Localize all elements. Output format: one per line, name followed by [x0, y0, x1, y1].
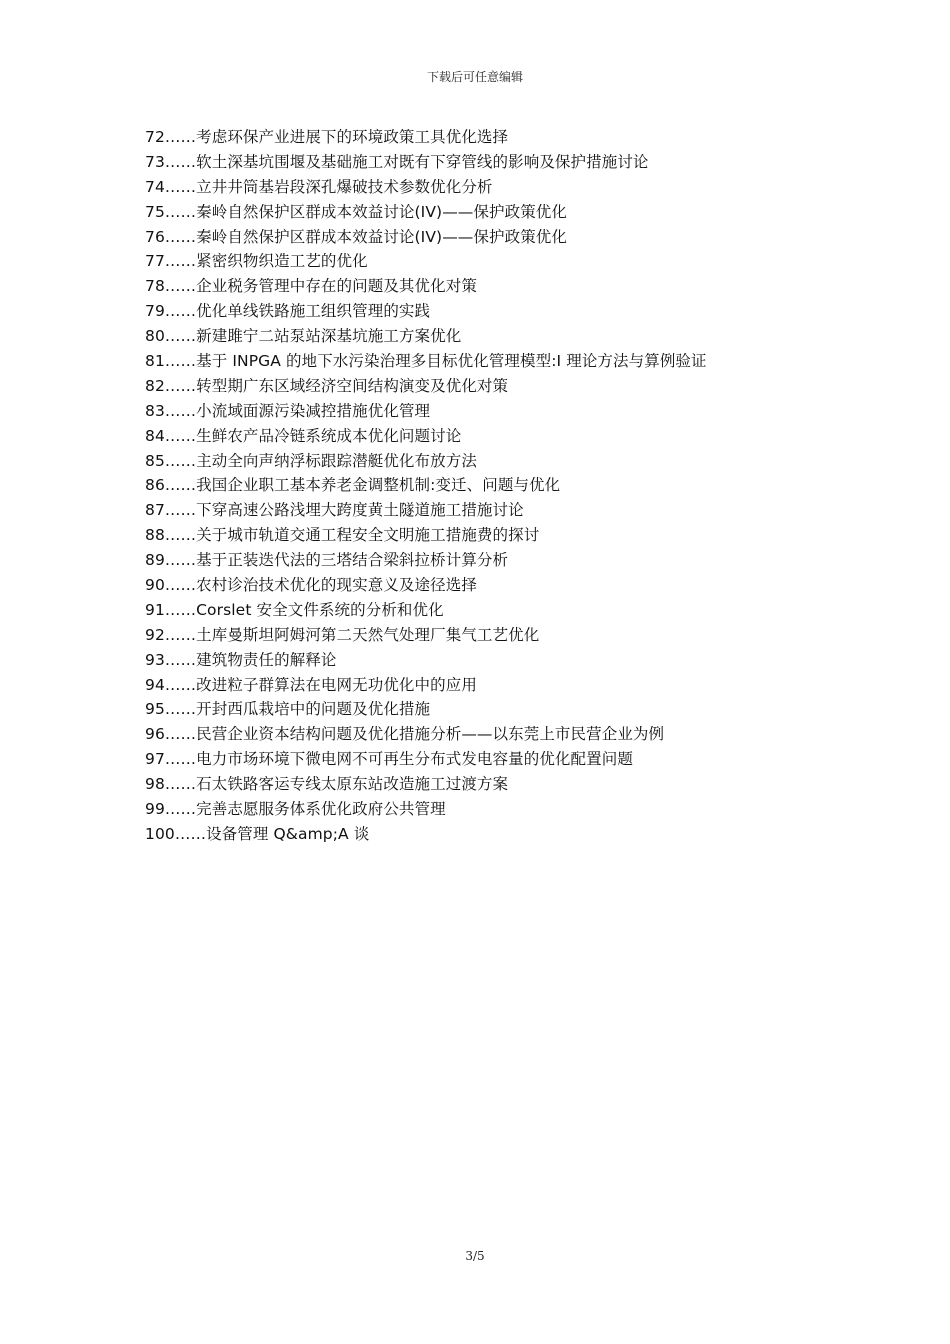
list-item: 90……农村诊治技术优化的现实意义及途径选择: [145, 576, 477, 595]
list-item: 74……立井井筒基岩段深孔爆破技术参数优化分析: [145, 177, 493, 196]
list-item: 80……新建雎宁二站泵站深基坑施工方案优化: [145, 327, 462, 346]
list-item: 73……软土深基坑围堰及基础施工对既有下穿管线的影响及保护措施讨论: [145, 152, 649, 171]
list-item: 87……下穿高速公路浅埋大跨度黄土隧道施工措施讨论: [145, 501, 524, 520]
list-item: 94……改进粒子群算法在电网无功优化中的应用: [145, 675, 477, 694]
list-item: 76……秦岭自然保护区群成本效益讨论(IV)——保护政策优化: [145, 227, 567, 246]
list-item: 81……基于 INPGA 的地下水污染治理多目标优化管理模型:I 理论方法与算例验证: [145, 352, 707, 371]
list-item: 93……建筑物责任的解释论: [145, 650, 337, 669]
list-item: 91……Corslet 安全文件系统的分析和优化: [145, 600, 444, 619]
page-number: 3/5: [465, 1249, 485, 1263]
list-item: 77……紧密织物织造工艺的优化: [145, 252, 368, 271]
list-item: 95……开封西瓜栽培中的问题及优化措施: [145, 700, 431, 719]
list-item: 79……优化单线铁路施工组织管理的实践: [145, 302, 431, 321]
list-item: 100……设备管理 Q&amp;A 谈: [145, 824, 370, 843]
list-item: 99……完善志愿服务体系优化政府公共管理: [145, 800, 446, 819]
list-item: 89……基于正装迭代法的三塔结合梁斜拉桥计算分析: [145, 551, 509, 570]
list-item: 86……我国企业职工基本养老金调整机制:变迁、问题与优化: [145, 476, 561, 495]
list-item: 78……企业税务管理中存在的问题及其优化对策: [145, 277, 477, 296]
list-item: 96……民营企业资本结构问题及优化措施分析——以东莞上市民营企业为例: [145, 725, 665, 744]
list-item: 88……关于城市轨道交通工程安全文明施工措施费的探讨: [145, 526, 540, 545]
list-item: 97……电力市场环境下微电网不可再生分布式发电容量的优化配置问题: [145, 750, 633, 769]
list-item: 98……石太铁路客运专线太原东站改造施工过渡方案: [145, 775, 509, 794]
list-item: 72……考虑环保产业进展下的环境政策工具优化选择: [145, 128, 509, 146]
list-item: 82……转型期广东区域经济空间结构演变及优化对策: [145, 376, 509, 395]
list-item: 84……生鲜农产品冷链系统成本优化问题讨论: [145, 426, 462, 445]
list-item: 92……土库曼斯坦阿姆河第二天然气处理厂集气工艺优化: [145, 625, 540, 644]
reference-list: [145, 125, 925, 847]
list-item: 75……秦岭自然保护区群成本效益讨论(IV)——保护政策优化: [145, 202, 567, 221]
page-header: 下载后可任意编辑: [426, 70, 523, 84]
list-item: 85……主动全向声纳浮标跟踪潜艇优化布放方法: [145, 451, 477, 470]
list-item: 83……小流域面源污染减控措施优化管理: [145, 401, 431, 420]
